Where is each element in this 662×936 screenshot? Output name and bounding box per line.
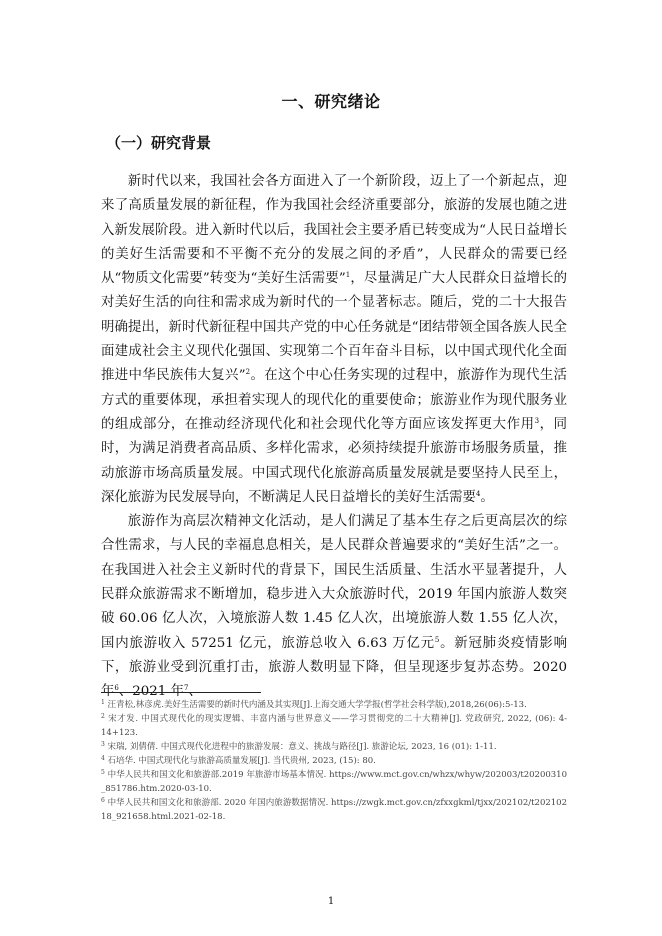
footnote-item (101, 754, 567, 768)
footnote-ref[interactable]: 5 (434, 635, 440, 644)
footnote-number: 4 (101, 755, 105, 762)
footnote-number: 3 (101, 741, 105, 748)
text-run: 旅游作为高层次精神文化活动，是人们满足了基本生存之后更高层次的综合性需求，与人民的幸福息息相关，是人民群众普遍要求的“美好生活”之一。在我国进入社会主义新时代的背景下，国民生活质量、生活水平显著提升，人民群众旅游需求不断增加，稳步进入大众旅游时代，2019 年国内旅游人数突破 60.06 亿人次，入境旅游人数 1.45 亿人次，出境旅游人数 1.55 亿人次，国内旅游收入 57251 亿元，旅游总收入 6.63 万亿元 (101, 514, 567, 651)
text-run: 、2021 年 (118, 684, 184, 700)
footnote-item (101, 768, 567, 796)
page-number: 1 (327, 896, 335, 907)
footnote-text: 汪青松,林彦虎.美好生活需要的新时代内涵及其实现[J].上海交通大学学报(哲学社会科学版),2018,26(06):5-13. (104, 700, 527, 710)
footnote-number: 2 (101, 713, 105, 720)
text-run: 。新冠肺炎疫情影响下，旅游业受到沉重打击，旅游人数明显下降，但呈现逐步复苏态势。2020 年 (101, 635, 568, 700)
footnote-item (101, 712, 567, 740)
footnote-number: 1 (101, 699, 105, 706)
footnote-text: 中华人民共和国文化和旅游部.2019 年旅游市场基本情况. https://www.mct.gov.cn/whzx/whyw/202003/t20200310_851786.htm.2020-03-10. (101, 770, 567, 794)
footnotes (101, 698, 567, 824)
footnote-text: 石培华. 中国式现代化与旅游高质量发展[J]. 当代贵州, 2023, (15): 80. (104, 756, 376, 766)
chapter-title: 一、研究绪论 (281, 92, 381, 111)
footnote-ref[interactable]: 1 (345, 271, 351, 280)
text-run: 。 (480, 489, 494, 505)
text-run: 、 (188, 684, 202, 700)
footnote-text: 宋才发. 中国式现代化的现实逻辑、丰富内涵与世界意义——学习贯彻党的二十大精神[J]. 党政研究, 2022, (06): 4-14+123. (101, 714, 567, 738)
paragraph-1 (101, 170, 567, 510)
footnote-divider (101, 692, 261, 693)
text-run: ，同时，为满足消费者高品质、多样化需求，必须持续提升旅游市场服务质量，推动旅游市场高质量发展。中国式现代化旅游高质量发展就是要坚持人民至上，深化旅游为民发展导向，不断满足人民日益增长的美好生活需要 (101, 416, 568, 505)
text-run: ，尽量满足广大人民群众日益增长的对美好生活的向往和需求成为新时代的一个显著标志。随后，党的二十大报告明确提出，新时代新征程中国共产党的中心任务就是“团结带领全国各族人民全面建成社会主义现代化强国、实现第二个百年奋斗目标，以中国式现代化全面推进中华民族伟大复兴” (101, 271, 567, 384)
footnote-ref[interactable]: 6 (114, 684, 119, 693)
footnote-number: 5 (101, 769, 105, 776)
footnote-ref[interactable]: 2 (245, 368, 251, 377)
footnote-ref[interactable]: 3 (534, 416, 540, 425)
footnote-item (101, 796, 567, 824)
footnote-item (101, 740, 567, 754)
footnote-ref[interactable]: 4 (475, 489, 481, 498)
footnote-text: 宋瑞, 刘倩倩. 中国式现代化进程中的旅游发展：意义、挑战与路径[J]. 旅游论坛, 2023, 16 (01): 1-11. (104, 742, 497, 752)
body-text (101, 170, 567, 705)
section-heading: （一）研究背景 (106, 134, 212, 152)
footnote-number: 6 (101, 797, 105, 804)
footnote-text: 中华人民共和国文化和旅游部. 2020 年国内旅游数据情况. https://zwgk.mct.gov.cn/zfxxgkml/tjxx/202102/t20210218_921658.html.2021-02-18. (101, 798, 567, 822)
text-run: 新时代以来，我国社会各方面进入了一个新阶段，迈上了一个新起点，迎来了高质量发展的新征程，作为我国社会经济重要部分，旅游的发展也随之进入新发展阶段。进入新时代以后，我国社会主要矛盾已转变成为“人民日益增长的美好生活需要和不平衡不充分的发展之间的矛盾”，人民群众的需要已经从“物质文化需要”转变为“美好生活需要” (101, 174, 567, 287)
footnote-ref[interactable]: 7 (183, 684, 189, 693)
footnote-item (101, 698, 567, 712)
text-run: 。在这个中心任务实现的过程中，旅游作为现代生活方式的重要体现，承担着实现人的现代化的重要使命；旅游业作为现代服务业的组成部分，在推动经济现代化和社会现代化等方面应该发挥更大作用 (101, 368, 567, 432)
paragraph-2 (101, 510, 567, 704)
